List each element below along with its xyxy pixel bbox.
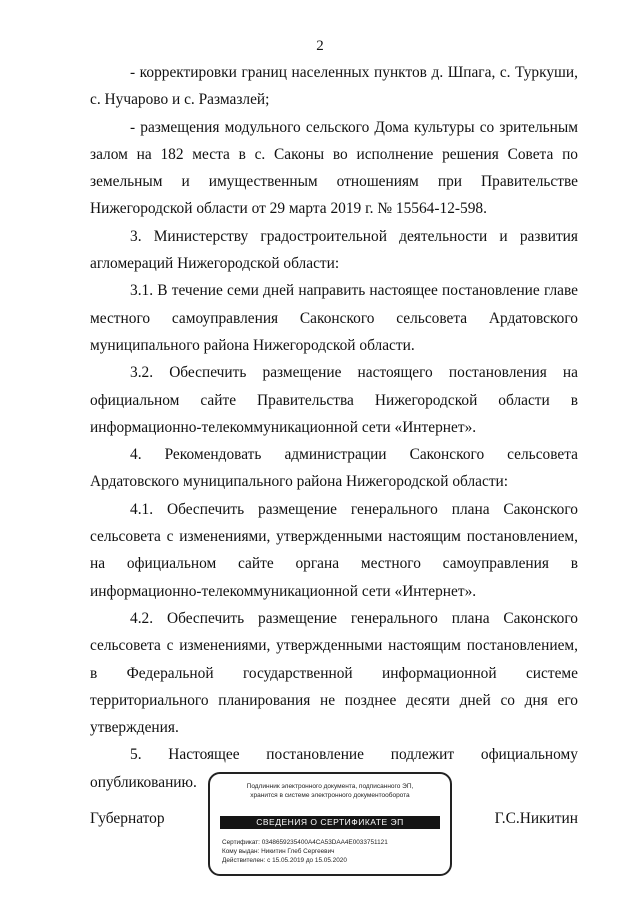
signatory-name: Г.С.Никитин — [494, 810, 578, 827]
paragraph-item-3-2: 3.2. Обеспечить размещение настоящего постановления на официальном сайте Правительства Нижегородской области в информационно-телекоммуникационной сети «Интернет». — [90, 364, 578, 436]
document-body — [90, 59, 578, 796]
stamp-note-line-2: хранится в системе электронного документооборота — [250, 792, 410, 799]
stamp-note-line-1: Подлинник электронного документа, подписанного ЭП, — [246, 783, 414, 790]
stamp-validity: Действителен: с 15.05.2019 до 15.05.2020 — [222, 857, 347, 864]
paragraph-item-3-1: 3.1. В течение семи дней направить настоящее постановление главе местного самоуправления Саконского сельсовета Ардатовского муниципального района Нижегородской области. — [90, 282, 578, 354]
signatory-position: Губернатор — [90, 810, 165, 827]
paragraph-item-3: 3. Министерству градостроительной деятельности и развития агломераций Нижегородской области: — [90, 227, 578, 273]
paragraph-item-4-1: 4.1. Обеспечить размещение генерального плана Саконского сельсовета с изменениями, утвержденными настоящим постановлением, на официальном сайте органа местного самоуправления в информационно-телекоммуникационной сети «Интернет». — [90, 500, 578, 600]
page-number: 2 — [316, 38, 324, 54]
paragraph-culture-house: - размещения модульного сельского Дома культуры со зрительным залом на 182 места в с. Саконы во исполнение решения Совета по земельным и имущественным отношениям при Правительстве Нижегородской области от 29 марта 2019 г. № 15564-12-598. — [90, 118, 578, 218]
paragraph-boundary-correction: - корректировки границ населенных пунктов д. Шпага, с. Туркуши, с. Нучарово и с. Размазлей; — [90, 64, 578, 109]
paragraph-item-4: 4. Рекомендовать администрации Саконского сельсовета Ардатовского муниципального района Нижегородской области: — [90, 446, 578, 491]
stamp-note — [218, 782, 442, 800]
paragraph-item-5: 5. Настоящее постановление подлежит официальному опубликованию. — [90, 746, 578, 791]
stamp-issued-to: Кому выдан: Никитин Глеб Сергеевич — [222, 848, 335, 855]
paragraph-item-4-2: 4.2. Обеспечить размещение генерального плана Саконского сельсовета с изменениями, утвержденными настоящим постановлением, в Федеральной государственной информационной системе территориального планирования не позднее десяти дней со дня его утверждения. — [90, 609, 578, 737]
stamp-certificate: Сертификат: 0348659235400A4CA53DAA4E0033751121 — [222, 839, 388, 846]
stamp-header: СВЕДЕНИЯ О СЕРТИФИКАТЕ ЭП — [220, 816, 440, 829]
e-signature-stamp — [208, 772, 452, 876]
stamp-details — [222, 838, 442, 865]
